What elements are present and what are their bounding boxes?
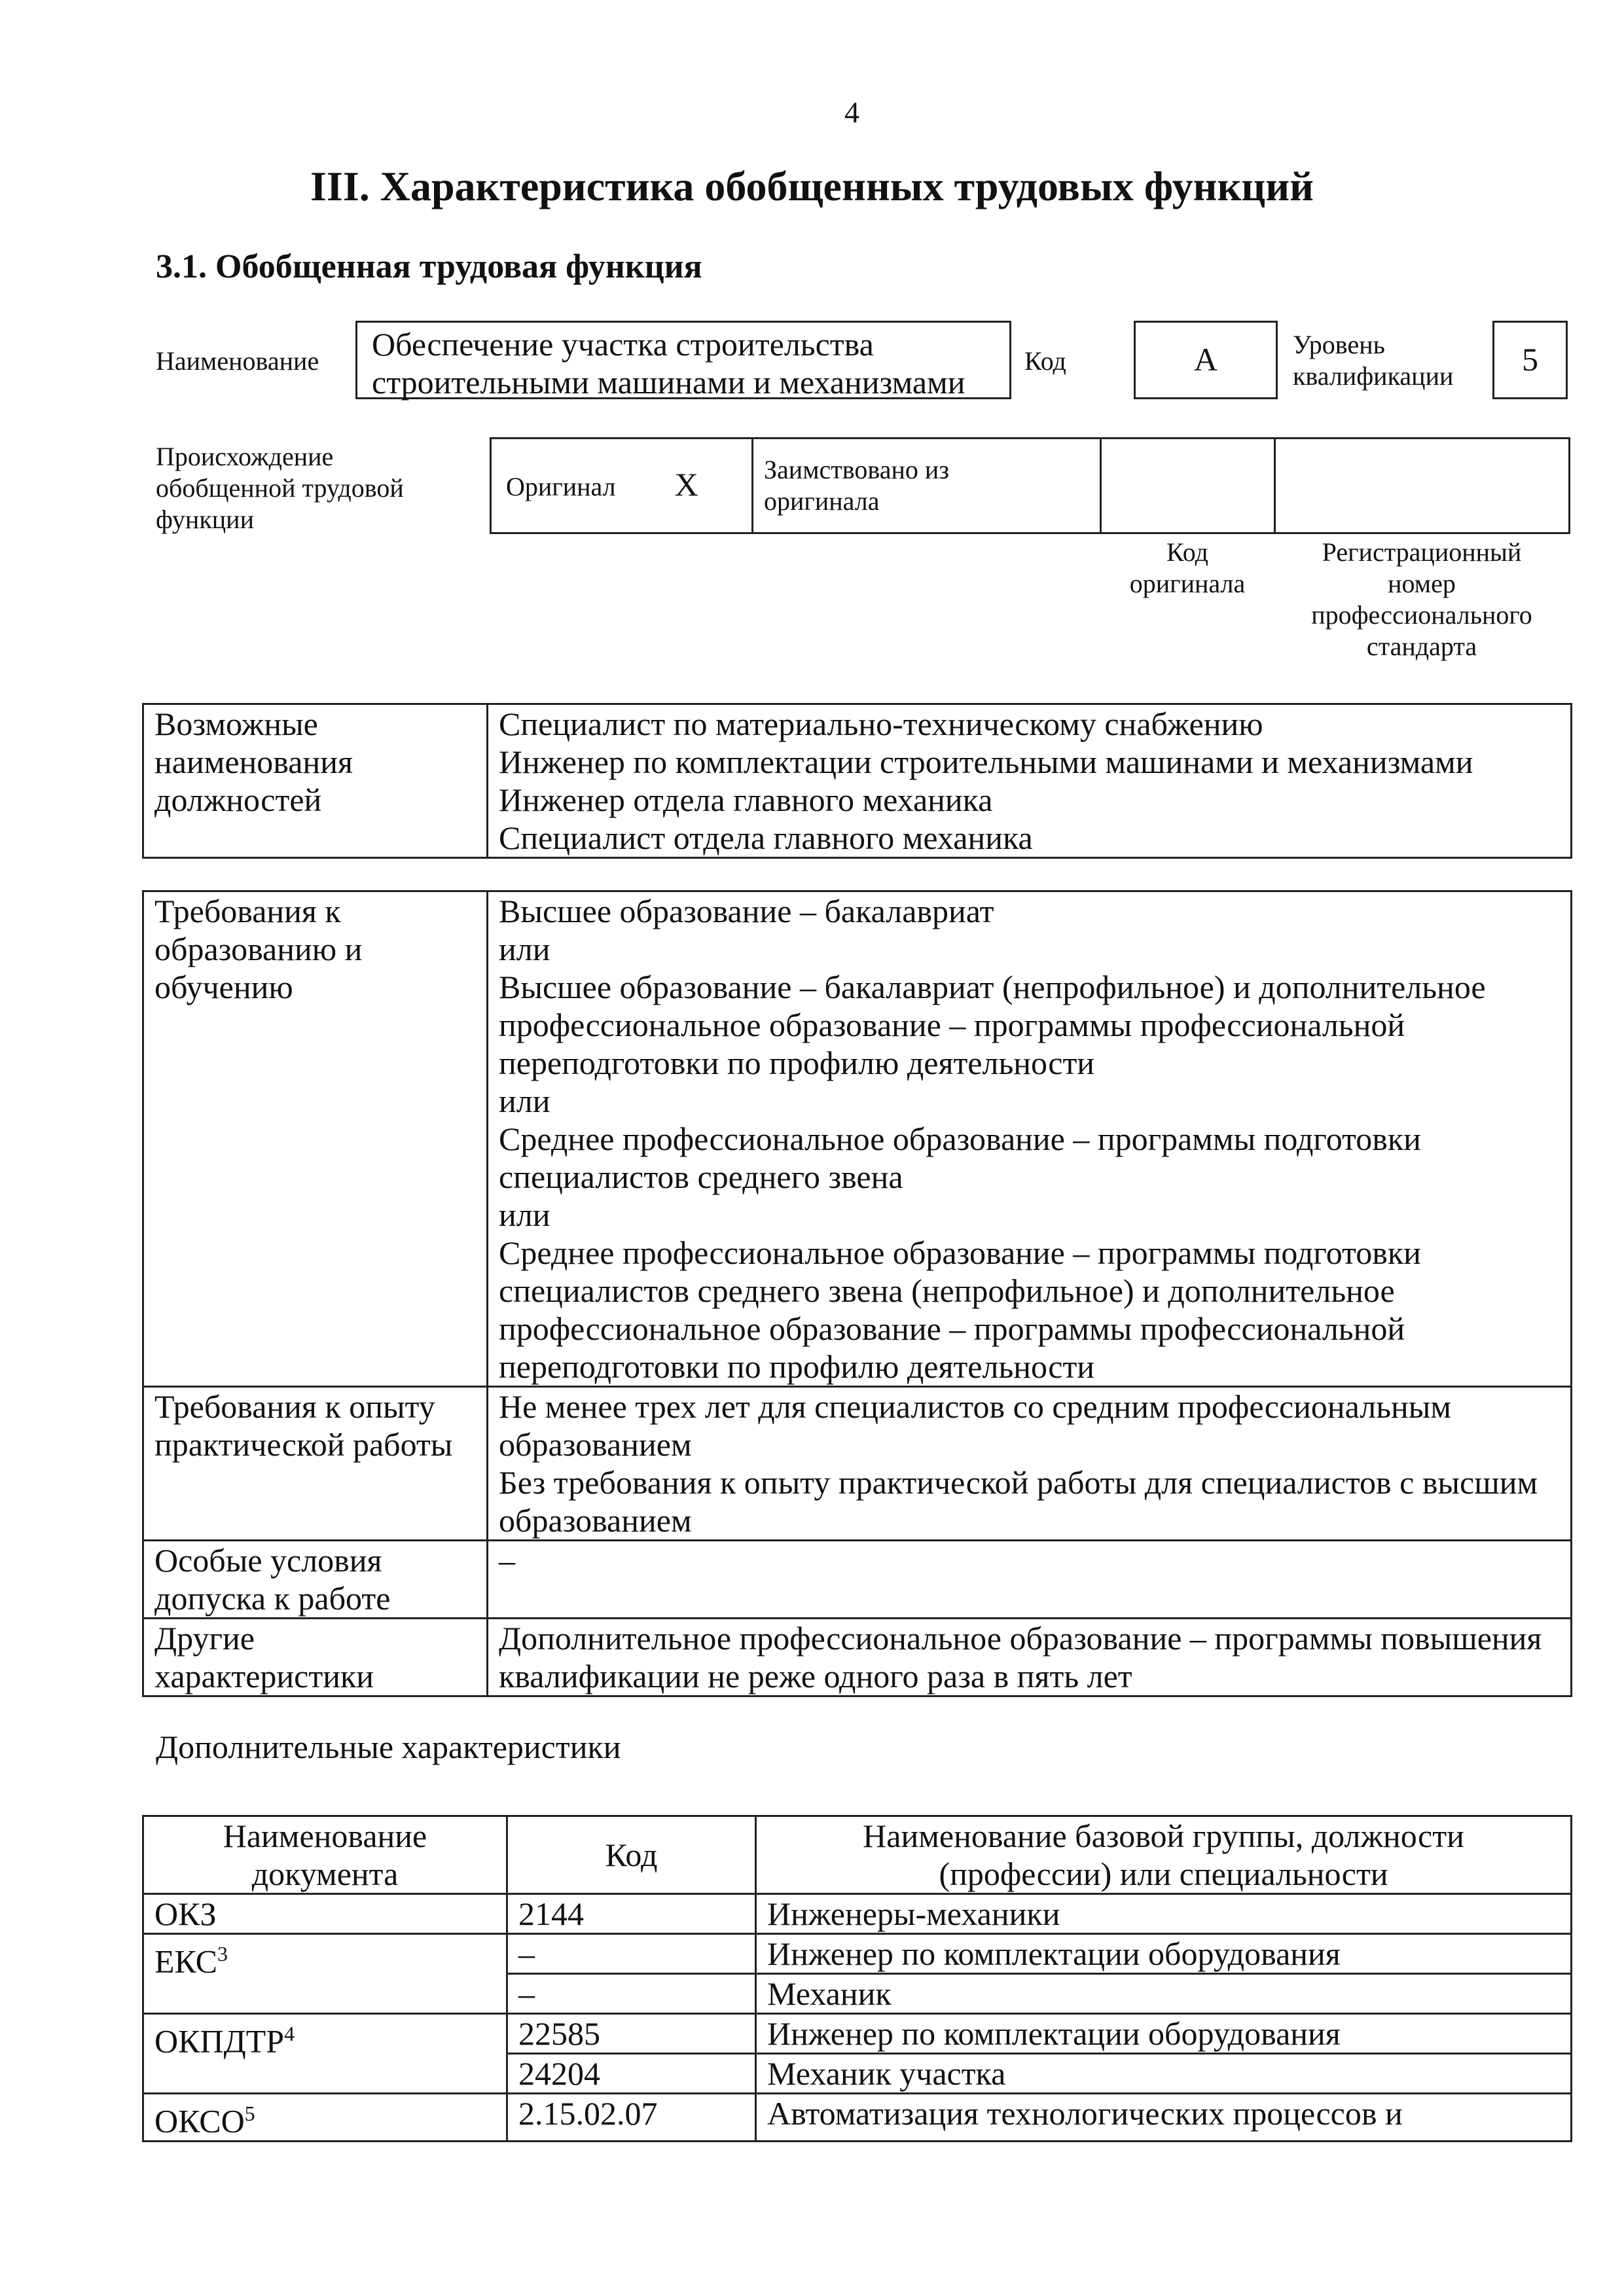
level-label-line: квалификации: [1293, 361, 1454, 391]
requirement-value-line: переподготовки по профилю деятельности: [499, 1348, 1095, 1385]
requirement-value-line: Высшее образование – бакалавриат (непрофильное) и дополнительное: [499, 969, 1486, 1005]
requirement-value-line: Высшее образование – бакалавриат: [499, 893, 994, 929]
positions-label-cell: [143, 704, 488, 858]
additional-header-row: [143, 1816, 1572, 1894]
requirement-row-education: [143, 891, 1572, 1387]
subsection-title: 3.1. Обобщенная трудовая функция: [156, 248, 702, 285]
header-line: (профессии) или специальности: [939, 1856, 1388, 1892]
requirement-value-line: Без требования к опыту практической работы для специалистов с высшим: [499, 1464, 1538, 1501]
page-number: 4: [844, 96, 859, 129]
requirement-value-cell: [488, 1541, 1572, 1619]
origin-label-line: обобщенной трудовой: [156, 473, 404, 503]
caption-line: Регистрационный: [1322, 537, 1522, 567]
origin-label-line: Происхождение: [156, 442, 334, 471]
requirement-label-line: практической работы: [154, 1426, 453, 1463]
requirement-label-line: Требования к опыту: [154, 1388, 435, 1425]
doc-name: ОКПДТР: [154, 2022, 285, 2060]
requirement-value-line: –: [499, 1542, 515, 1579]
footnote-ref: 4: [284, 2022, 295, 2045]
caption-line: оригинала: [1129, 569, 1246, 598]
positions-list-cell: [488, 704, 1572, 858]
group-cell: Инженеры-механики: [756, 1894, 1572, 1934]
level-label-line: Уровень: [1293, 330, 1385, 359]
requirement-label-line: Другие: [154, 1620, 255, 1657]
requirement-value-line: Среднее профессиональное образование – программы подготовки: [499, 1121, 1421, 1157]
name-value-line: строительными машинами и механизмами: [372, 364, 965, 401]
positions-table: [142, 703, 1572, 859]
positions-label-line: наименования: [154, 744, 353, 780]
position-item: Специалист отдела главного механика: [499, 819, 1033, 856]
position-item: Инженер по комплектации строительными машинами и механизмами: [499, 744, 1473, 780]
positions-label-line: Возможные: [154, 706, 318, 742]
requirement-row-experience: [143, 1387, 1572, 1541]
level-value-box: 5: [1492, 321, 1568, 399]
group-cell: Механик: [756, 1974, 1572, 2014]
requirement-label-cell: [143, 1387, 488, 1541]
caption-line: Код: [1166, 537, 1208, 567]
reg-number-caption: [1274, 537, 1569, 662]
requirement-label-line: Требования к: [154, 893, 341, 929]
code-cell: 2.15.02.07: [507, 2094, 756, 2142]
requirement-value-line: профессиональное образование – программы профессиональной: [499, 1310, 1405, 1347]
borrowed-cell: [753, 439, 1101, 533]
position-item: Специалист по материально-техническому снабжению: [499, 706, 1263, 742]
code-cell: 24204: [507, 2054, 756, 2094]
requirement-label-cell: [143, 1619, 488, 1696]
group-cell: Инженер по комплектации оборудования: [756, 1934, 1572, 1974]
requirement-label-line: обучению: [154, 969, 293, 1005]
level-label: [1293, 329, 1453, 392]
requirement-value-line: специалистов среднего звена (непрофильное) и дополнительное: [499, 1272, 1395, 1309]
requirement-value-line: переподготовки по профилю деятельности: [499, 1045, 1095, 1081]
header-line: Наименование базовой группы, должности: [863, 1818, 1464, 1854]
requirement-value-cell: [488, 891, 1572, 1387]
origin-label-line: функции: [156, 505, 254, 534]
requirements-table: [142, 890, 1572, 1697]
footnote-ref: 5: [244, 2102, 255, 2125]
doc-cell: [143, 2014, 507, 2094]
code-value-box: А: [1134, 321, 1278, 399]
requirement-value-line: Среднее профессиональное образование – программы подготовки: [499, 1234, 1421, 1271]
original-code-cell: [1101, 439, 1275, 533]
requirement-value-line: профессиональное образование – программы профессиональной: [499, 1007, 1405, 1043]
doc-name: ОКЗ: [154, 1895, 217, 1932]
name-value-line: Обеспечение участка строительства: [372, 326, 874, 363]
requirement-value-line: или: [499, 1196, 550, 1233]
requirement-value-cell: [488, 1619, 1572, 1696]
requirement-value-line: или: [499, 931, 550, 967]
header-group: [756, 1816, 1572, 1894]
requirement-label-cell: [143, 891, 488, 1387]
borrowed-label-line: оригинала: [764, 486, 880, 516]
header-line: документа: [251, 1856, 399, 1892]
origin-label: [156, 441, 404, 535]
requirement-label-line: характеристики: [154, 1658, 374, 1695]
group-cell: Автоматизация технологических процессов и: [756, 2094, 1572, 2142]
doc-name: ЕКС: [154, 1943, 217, 1980]
requirement-value-line: образованием: [499, 1426, 692, 1463]
reg-number-cell: [1275, 439, 1570, 533]
requirement-label-line: Особые условия: [154, 1542, 382, 1579]
positions-label-line: должностей: [154, 781, 322, 818]
borrowed-label-line: Заимствовано из: [764, 455, 950, 484]
name-label: Наименование: [156, 346, 319, 376]
name-value-box: [355, 321, 1011, 399]
additional-table: [142, 1815, 1572, 2142]
table-row: [143, 1934, 1572, 1974]
requirement-value-line: или: [499, 1083, 550, 1119]
code-label: Код: [1024, 346, 1066, 376]
requirement-value-line: квалификации не реже одного раза в пять лет: [499, 1658, 1132, 1695]
section-title: III. Характеристика обобщенных трудовых функций: [310, 163, 1314, 209]
code-cell: 22585: [507, 2014, 756, 2054]
doc-cell: [143, 1934, 507, 2014]
header-doc: [143, 1816, 507, 1894]
header-line: Наименование: [223, 1818, 427, 1854]
requirement-value-line: образованием: [499, 1502, 692, 1539]
requirement-row-special-conditions: [143, 1541, 1572, 1619]
table-row: [143, 2094, 1572, 2142]
table-row: [143, 2014, 1572, 2054]
doc-name: ОКСО: [154, 2102, 245, 2140]
doc-cell: [143, 2094, 507, 2142]
caption-line: профессионального: [1311, 600, 1532, 630]
code-cell: –: [507, 1974, 756, 2014]
caption-line: стандарта: [1366, 632, 1477, 661]
requirement-value-line: Дополнительное профессиональное образование – программы повышения: [499, 1620, 1542, 1657]
original-mark: X: [674, 466, 698, 503]
code-cell: –: [507, 1934, 756, 1974]
requirement-label-line: образованию и: [154, 931, 363, 967]
position-item: Инженер отдела главного механика: [499, 781, 993, 818]
group-cell: Механик участка: [756, 2054, 1572, 2094]
requirement-label-line: допуска к работе: [154, 1580, 391, 1617]
footnote-ref: 3: [217, 1942, 228, 1965]
original-cell: [491, 439, 753, 533]
table-row: [143, 1894, 1572, 1934]
group-cell: Инженер по комплектации оборудования: [756, 2014, 1572, 2054]
requirement-value-line: Не менее трех лет для специалистов со средним профессиональным: [499, 1388, 1452, 1425]
code-cell: 2144: [507, 1894, 756, 1934]
original-code-caption: [1100, 537, 1274, 600]
doc-cell: [143, 1894, 507, 1934]
original-label: Оригинал: [506, 472, 616, 501]
additional-title: Дополнительные характеристики: [156, 1729, 621, 1765]
origin-table: [490, 437, 1570, 534]
requirement-row-other: [143, 1619, 1572, 1696]
caption-line: номер: [1388, 569, 1456, 598]
requirement-value-line: специалистов среднего звена: [499, 1158, 903, 1195]
requirement-label-cell: [143, 1541, 488, 1619]
header-code: Код: [507, 1816, 756, 1894]
requirement-value-cell: [488, 1387, 1572, 1541]
